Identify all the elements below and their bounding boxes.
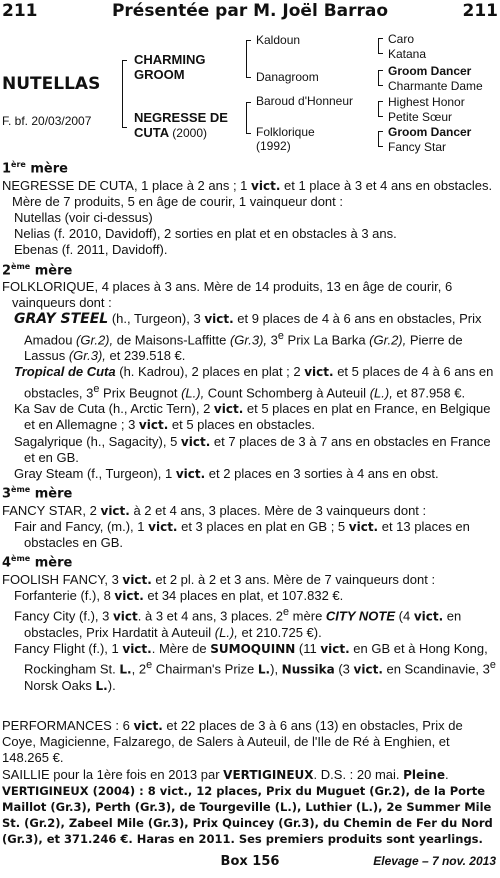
saillie-para: SAILLIE pour la 1ère fois en 2013 par VERTIGINEUX. D.S. : 20 mai. Pleine. — [2, 766, 449, 782]
section-fourth-dam: 4ème mère — [2, 554, 73, 571]
sire-sire: Kaldoun — [256, 33, 301, 47]
gg-5: Highest Honor — [388, 95, 465, 109]
dam-name: NEGRESSE DE CUTA (2000) — [134, 110, 228, 140]
first-dam-para: NEGRESSE DE CUTA, 1 place à 2 ans ; 1 vict. et 1 place à 3 et 4 ans en obstacles. Mère de 7 produits, 5 en âge de courir, 1 vainqueur dont : — [2, 177, 493, 209]
gg-2: Katana — [388, 47, 427, 61]
page-footer — [0, 854, 500, 872]
third-dam-para: FANCY STAR, 2 vict. à 2 et 4 ans, 3 places. Mère de 3 vainqueurs dont : — [2, 502, 427, 518]
horse-name: NUTELLAS — [2, 74, 101, 94]
produce-nutellas: Nutellas (voir ci-dessus) — [14, 209, 153, 225]
produce-tropical: Tropical de Cuta (h. Kadrou), 2 places en plat ; 2 vict. et 5 places de 4 à 6 ans en obstacles, 3e Prix Beugnot (L.), Count Schomberg à Auteuil (L.), et 87.958 €. — [14, 364, 494, 400]
produce-fancy-city: Fancy City (f.), 3 vict. à 3 et 4 ans, 3 places. 2e mère CITY NOTE (4 vict. en obstacles, Prix Hardatit à Auteuil (L.), et 210.725 €). — [14, 606, 462, 640]
section-second-dam: 2ème mère — [2, 261, 73, 278]
produce-gray-steam: Gray Steam (f., Turgeon), 1 vict. et 2 places en 3 sorties à 4 ans en obst. — [14, 465, 439, 481]
produce-fancy-flight: Fancy Flight (f.), 1 vict.. Mère de SUMOQUINN (11 vict. en GB et à Hong Kong, Rockingham St. L., 2e Chairman's Prize L.), Nussika (3 vict. en Scandinavie, 3e Norsk Oaks L.). — [14, 640, 496, 693]
lot-number-left: 211 — [2, 1, 38, 21]
sire-dam: Danagroom — [256, 70, 319, 84]
stallion-record: VERTIGINEUX (2004) : 8 vict., 12 places, Prix du Muguet (Gr.2), de la Porte Maillot (Gr.3), Perth (Gr.3), de Tourgeville (L.), Luthier (L.), 2e Summer Mile St. (Gr.2), Zabeel Mile (Gr.3), Prix Quincey (Gr.3), du Chemin de Fer du Nord (Gr.3), et 371.246 €. Haras en 2011. Ses premiers produits sont yearlings. — [2, 783, 493, 847]
produce-ka-sav: Ka Sav de Cuta (h., Arctic Tern), 2 vict. et 5 places en plat en France, en Belgique et en Allemagne ; 3 vict. et 5 places en obstacles. — [14, 401, 491, 433]
catalogue-body — [2, 157, 498, 848]
performances-para: PERFORMANCES : 6 vict. et 22 places de 3 à 6 ans (13) en obstacles, Prix de Coye, Magicienne, Falzarego, de Salers à Auteuil, de l'Ile de Ré à Enghien, et 148.265 €. — [2, 717, 463, 766]
dam-dam-year: (1992) — [256, 139, 291, 153]
gg-3: Groom Dancer — [388, 64, 472, 78]
produce-forfanterie: Forfanterie (f.), 8 vict. et 34 places en plat, et 107.832 €. — [14, 588, 344, 604]
gg-7: Groom Dancer — [388, 125, 472, 139]
produce-nelias: Nelias (f. 2010, Davidoff), 2 sorties en plat et en obstacles à 3 ans. — [14, 226, 397, 242]
dam-dam: Folklorique — [256, 125, 315, 139]
produce-fair-and-fancy: Fair and Fancy, (m.), 1 vict. et 3 places en plat en GB ; 5 vict. et 13 places en obstacles en GB. — [14, 518, 470, 551]
gg-6: Petite Sœur — [388, 110, 453, 124]
bracket-dam — [246, 102, 251, 134]
lot-number-right: 211 — [462, 1, 498, 21]
bracket-g3-1 — [378, 38, 383, 54]
bracket-g3-3 — [378, 101, 383, 117]
box-number: Box 156 — [220, 854, 280, 869]
dam-sire: Baroud d'Honneur — [256, 94, 354, 108]
dam-year: (2000) — [172, 126, 207, 140]
pedigree-table — [0, 30, 500, 158]
produce-sagalyrique: Sagalyrique (h., Sagacity), 5 vict. et 7 places de 3 à 7 ans en obstacles en France et en GB. — [14, 433, 491, 465]
fourth-dam-para: FOOLISH FANCY, 3 vict. et 2 pl. à 2 et 3 ans. Mère de 7 vainqueurs dont : — [2, 571, 436, 587]
gg-1: Caro — [388, 32, 415, 46]
publication-date: Elevage – 7 nov. 2013 — [373, 854, 496, 868]
section-first-dam: 1ère mère — [2, 160, 68, 177]
page-header — [0, 0, 500, 24]
section-third-dam: 3ème mère — [2, 485, 73, 502]
produce-ebenas: Ebenas (f. 2011, Davidoff). — [14, 242, 168, 258]
horse-info: F. bf. 20/03/2007 — [2, 114, 92, 128]
bracket-g3-4 — [378, 131, 383, 147]
bracket-g3-2 — [378, 70, 383, 86]
bracket-sire — [246, 40, 251, 78]
gg-4: Charmante Dame — [388, 79, 483, 93]
consignor-title: Présentée par M. Joël Barrao — [111, 1, 389, 21]
gg-8: Fancy Star — [388, 140, 447, 154]
bracket-gen1 — [122, 60, 127, 128]
second-dam-para: FOLKLORIQUE, 4 places à 3 ans. Mère de 14 produits, 13 en âge de courir, 6 vainqueurs dont : — [2, 279, 453, 311]
sire-name: CHARMING GROOM — [134, 52, 206, 82]
produce-gray-steel: GRAY STEEL (h., Turgeon), 3 vict. et 9 places de 4 à 6 ans en obstacles, Prix Amadou (Gr.2), de Maisons-Laffitte (Gr.3), 3e Prix La Barka (Gr.2), Pierre de Lassus (Gr.3), et 239.518 €. — [14, 311, 482, 364]
